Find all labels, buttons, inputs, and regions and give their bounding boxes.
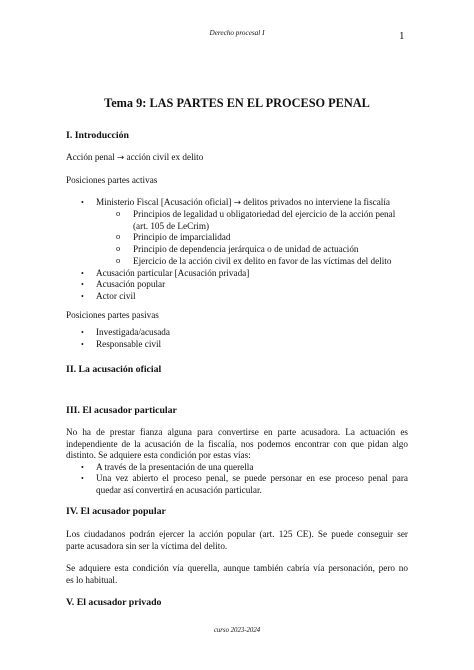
sub-bullet-icon: o xyxy=(116,232,121,241)
paragraph-line: No ha de prestar fianza alguna para convertirse en parte acusadora. La actuación es xyxy=(66,427,408,437)
bullet-icon: • xyxy=(81,292,84,301)
document-title: Tema 9: LAS PARTES EN EL PROCESO PENAL xyxy=(104,96,370,110)
sub-list-item: Principios de legalidad u obligatoriedad del ejercicio de la acción penal xyxy=(133,209,396,219)
pasivas-heading: Posiciones partes pasivas xyxy=(66,310,159,320)
paragraph-line: distinto. Se adquiere esta condición por estas vías: xyxy=(66,450,251,460)
list-item-continued: quedar así convertirá en acusación particular. xyxy=(96,485,262,495)
section-heading-acusacion-oficial: II. La acusación oficial xyxy=(66,364,162,375)
paragraph-line: es lo habitual. xyxy=(66,575,118,585)
section-heading-acusador-privado: V. El acusador privado xyxy=(66,597,162,608)
sub-bullet-icon: o xyxy=(116,209,121,218)
sub-bullet-icon: o xyxy=(116,244,121,253)
arrow-right-icon: → xyxy=(233,198,241,208)
sub-list-item: Principio de dependencia jerárquica o de unidad de actuación xyxy=(133,244,359,254)
list-item: Responsable civil xyxy=(96,339,162,349)
page-number: 1 xyxy=(399,30,405,42)
accion-penal-text: Acción penal xyxy=(66,152,115,162)
sub-bullet-icon: o xyxy=(116,256,121,265)
running-footer: curso 2023-2024 xyxy=(213,627,261,634)
paragraph-line: Los ciudadanos podrán ejercer la acción popular (art. 125 CE). Se puede conseguir ser xyxy=(66,529,408,539)
sub-list-item-continued: (art. 105 de LeCrim) xyxy=(133,221,210,231)
paragraph-line: Se adquiere esta condición vía querella, aunque también cabría vía personación, pero no xyxy=(66,563,408,573)
paragraph-line: parte acusadora sin ser la víctima del delito. xyxy=(66,541,228,551)
bullet-icon: • xyxy=(81,328,84,337)
list-item: Una vez abierto el proceso penal, se puede personar en ese proceso penal para xyxy=(96,473,408,483)
section-heading-acusador-popular: IV. El acusador popular xyxy=(66,506,166,517)
bullet-icon: • xyxy=(81,474,84,483)
bullet-icon: • xyxy=(81,198,84,207)
sub-list-item: Ejercicio de la acción civil ex delito en favor de las víctimas del delito xyxy=(133,256,392,266)
bullet-icon: • xyxy=(81,280,84,289)
list-item: Acusación particular [Acusación privada] xyxy=(96,268,250,278)
arrow-right-icon: → xyxy=(117,153,125,163)
list-item: Acusación popular xyxy=(96,279,166,289)
running-header: Derecho procesal I xyxy=(209,29,265,37)
bullet-icon: • xyxy=(81,269,84,278)
accion-line xyxy=(66,152,203,163)
list-item: A través de la presentación de una querella xyxy=(96,462,254,472)
list-item-ministerio-fiscal xyxy=(96,197,390,208)
list-item-text: delitos privados no interviene la fiscalía xyxy=(243,197,390,207)
bullet-icon: • xyxy=(81,340,84,349)
paragraph-line: independiente de la acusación de la fiscalía, nos podemos encontrar con que pidan algo xyxy=(66,439,408,449)
accion-civil-text: acción civil ex delito xyxy=(126,152,204,162)
list-item: Actor civil xyxy=(96,291,136,301)
sub-list-item: Principio de imparcialidad xyxy=(133,232,231,242)
section-heading-acusador-particular: III. El acusador particular xyxy=(66,405,177,416)
list-item: Investigada/acusada xyxy=(96,327,170,337)
section-heading-introduccion: I. Introducción xyxy=(66,130,129,141)
activas-heading: Posiciones partes activas xyxy=(66,175,158,185)
list-item-text: Ministerio Fiscal [Acusación oficial] xyxy=(96,197,232,207)
bullet-icon: • xyxy=(81,463,84,472)
